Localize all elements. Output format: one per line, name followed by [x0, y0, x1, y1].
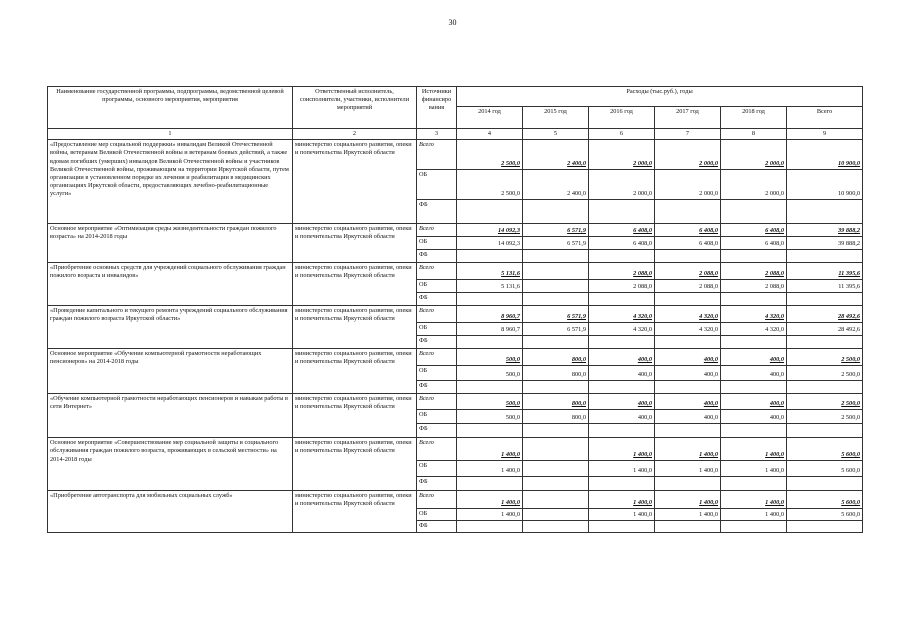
- federal-budget-amount: [589, 477, 655, 491]
- total-amount: 500,0: [457, 394, 523, 410]
- regional-budget-amount: 4 320,0: [589, 323, 655, 336]
- federal-budget-amount: [787, 521, 863, 533]
- federal-budget-amount: [721, 200, 787, 224]
- federal-budget-amount: [787, 336, 863, 349]
- regional-budget-amount: 6 408,0: [721, 237, 787, 250]
- federal-budget-amount: [523, 381, 589, 394]
- total-amount: 2 088,0: [655, 263, 721, 280]
- header-executor: Ответственный исполнитель, соисполнители, участники, исполнители мероприятий: [293, 87, 417, 129]
- regional-budget-amount: 2 500,0: [787, 366, 863, 381]
- total-amount: 2 000,0: [721, 140, 787, 170]
- column-number: 9: [787, 129, 863, 140]
- federal-budget-amount: [787, 250, 863, 263]
- table-row: [48, 349, 863, 366]
- total-amount: 5 600,0: [787, 438, 863, 461]
- total-amount: 5 131,6: [457, 263, 523, 280]
- table-row: [48, 491, 863, 509]
- federal-budget-amount: [457, 336, 523, 349]
- column-number: 7: [655, 129, 721, 140]
- total-amount: [523, 438, 589, 461]
- table-body: [48, 140, 863, 533]
- executor: министерство социального развития, опеки и попечительства Иркутской области: [293, 263, 417, 306]
- total-amount: 400,0: [589, 394, 655, 410]
- header-year: 2017 год: [655, 107, 721, 129]
- funding-source: Всего: [417, 349, 457, 366]
- federal-budget-amount: [589, 381, 655, 394]
- total-amount: 800,0: [523, 349, 589, 366]
- regional-budget-amount: 800,0: [523, 410, 589, 424]
- executor: министерство социального развития, опеки и попечительства Иркутской области: [293, 140, 417, 224]
- regional-budget-amount: 2 088,0: [655, 280, 721, 293]
- federal-budget-amount: [589, 293, 655, 306]
- funding-source: ФБ: [417, 200, 457, 224]
- activity-name: «Предоставление мер социальной поддержки» инвалидам Великой Отечественной войны, ветеранам Великой Отечественной войны и ветеранам боевых действий, а также вдовам погибших (умерших) инвалидов Великой Отечественной войны и участников Великой Отечественной войны, проживающим на территории Иркутской области, путем организации в установленном порядке их лечения и реабилитации в медицинских организациях Иркутской области, предоставляющих лечебно-реабилитационные услуги»: [48, 140, 293, 224]
- total-amount: 4 320,0: [655, 306, 721, 323]
- funding-source: ОБ: [417, 461, 457, 477]
- total-amount: 500,0: [457, 349, 523, 366]
- total-amount: [523, 263, 589, 280]
- header-year: 2014 год: [457, 107, 523, 129]
- executor: министерство социального развития, опеки и попечительства Иркутской области: [293, 306, 417, 349]
- page-number: 30: [448, 18, 457, 27]
- regional-budget-amount: 1 400,0: [655, 461, 721, 477]
- regional-budget-amount: 1 400,0: [589, 509, 655, 521]
- funding-source: Всего: [417, 140, 457, 170]
- total-amount: 1 400,0: [457, 438, 523, 461]
- total-amount: 6 408,0: [655, 224, 721, 237]
- regional-budget-amount: 500,0: [457, 366, 523, 381]
- funding-source: Всего: [417, 306, 457, 323]
- total-amount: 2 088,0: [589, 263, 655, 280]
- funding-source: ФБ: [417, 381, 457, 394]
- header-expenses: Расходы (тыс.руб.), годы: [457, 87, 863, 107]
- federal-budget-amount: [523, 424, 589, 438]
- regional-budget-amount: 400,0: [655, 410, 721, 424]
- executor: министерство социального развития, опеки и попечительства Иркутской области: [293, 394, 417, 438]
- regional-budget-amount: 500,0: [457, 410, 523, 424]
- federal-budget-amount: [457, 424, 523, 438]
- total-amount: 1 400,0: [589, 491, 655, 509]
- regional-budget-amount: [523, 461, 589, 477]
- total-amount: 6 408,0: [589, 224, 655, 237]
- federal-budget-amount: [655, 477, 721, 491]
- federal-budget-amount: [787, 200, 863, 224]
- regional-budget-amount: 1 400,0: [721, 509, 787, 521]
- total-amount: 1 400,0: [655, 491, 721, 509]
- header-year: 2018 год: [721, 107, 787, 129]
- regional-budget-amount: [523, 280, 589, 293]
- regional-budget-amount: 2 000,0: [589, 170, 655, 200]
- funding-source: ФБ: [417, 336, 457, 349]
- total-amount: 2 088,0: [721, 263, 787, 280]
- funding-source: Всего: [417, 263, 457, 280]
- federal-budget-amount: [721, 424, 787, 438]
- total-amount: 1 400,0: [721, 491, 787, 509]
- budget-table: [47, 86, 863, 533]
- total-amount: 2 000,0: [589, 140, 655, 170]
- regional-budget-amount: 10 900,0: [787, 170, 863, 200]
- federal-budget-amount: [655, 424, 721, 438]
- activity-name: Основное мероприятие «Оптимизация среды жизнедеятельности граждан пожилого возраста» на 2014-2018 годы: [48, 224, 293, 263]
- activity-name: «Приобретение основных средств для учреждений социального обслуживания граждан пожилого возраста и инвалидов»: [48, 263, 293, 306]
- federal-budget-amount: [655, 293, 721, 306]
- total-amount: 11 395,6: [787, 263, 863, 280]
- federal-budget-amount: [787, 477, 863, 491]
- federal-budget-amount: [589, 250, 655, 263]
- federal-budget-amount: [523, 200, 589, 224]
- total-amount: 14 092,3: [457, 224, 523, 237]
- total-amount: 6 408,0: [721, 224, 787, 237]
- total-amount: 400,0: [655, 349, 721, 366]
- activity-name: Основное мероприятие «Обучение компьютерной грамотности неработающих пенсионеров» на 2014-2018 годы: [48, 349, 293, 394]
- federal-budget-amount: [655, 381, 721, 394]
- activity-name: «Приобретение автотранспорта для мобильных социальных служб»: [48, 491, 293, 533]
- regional-budget-amount: 6 408,0: [655, 237, 721, 250]
- federal-budget-amount: [457, 200, 523, 224]
- regional-budget-amount: 11 395,6: [787, 280, 863, 293]
- regional-budget-amount: [523, 509, 589, 521]
- header-year: 2016 год: [589, 107, 655, 129]
- total-amount: 400,0: [655, 394, 721, 410]
- federal-budget-amount: [457, 293, 523, 306]
- funding-source: ФБ: [417, 521, 457, 533]
- funding-source: ФБ: [417, 477, 457, 491]
- federal-budget-amount: [655, 200, 721, 224]
- funding-source: ОБ: [417, 509, 457, 521]
- activity-name: Основное мероприятие «Совершенствование мер социальной защиты и социального обслуживания граждан пожилого возраста, проживающих в сельской местности» на 2014-2018 годы: [48, 438, 293, 491]
- activity-name: «Обучение компьютерной грамотности неработающих пенсионеров и навыкам работы в сети Интернет»: [48, 394, 293, 438]
- funding-source: ОБ: [417, 366, 457, 381]
- federal-budget-amount: [589, 424, 655, 438]
- regional-budget-amount: 400,0: [589, 410, 655, 424]
- regional-budget-amount: 400,0: [721, 366, 787, 381]
- table-row: [48, 438, 863, 461]
- total-amount: 800,0: [523, 394, 589, 410]
- funding-source: ОБ: [417, 323, 457, 336]
- regional-budget-amount: 28 492,6: [787, 323, 863, 336]
- regional-budget-amount: 39 888,2: [787, 237, 863, 250]
- regional-budget-amount: 400,0: [589, 366, 655, 381]
- total-amount: 1 400,0: [589, 438, 655, 461]
- header-name: Наименование государственной программы, подпрограммы, ведомственной целевой программы, основного мероприятия, мероприятия: [48, 87, 293, 129]
- regional-budget-amount: 2 000,0: [655, 170, 721, 200]
- federal-budget-amount: [589, 200, 655, 224]
- federal-budget-amount: [457, 381, 523, 394]
- total-amount: 2 400,0: [523, 140, 589, 170]
- federal-budget-amount: [589, 521, 655, 533]
- column-number: 5: [523, 129, 589, 140]
- table-row: [48, 140, 863, 170]
- regional-budget-amount: 5 600,0: [787, 461, 863, 477]
- funding-source: ФБ: [417, 293, 457, 306]
- funding-source: ОБ: [417, 280, 457, 293]
- total-amount: [523, 491, 589, 509]
- funding-source: Всего: [417, 224, 457, 237]
- regional-budget-amount: 6 571,9: [523, 237, 589, 250]
- federal-budget-amount: [721, 293, 787, 306]
- funding-source: Всего: [417, 491, 457, 509]
- total-amount: 28 492,6: [787, 306, 863, 323]
- federal-budget-amount: [721, 381, 787, 394]
- federal-budget-amount: [523, 293, 589, 306]
- executor: министерство социального развития, опеки и попечительства Иркутской области: [293, 491, 417, 533]
- total-amount: 10 900,0: [787, 140, 863, 170]
- executor: министерство социального развития, опеки и попечительства Иркутской области: [293, 349, 417, 394]
- total-amount: 2 500,0: [787, 394, 863, 410]
- total-amount: 6 571,9: [523, 224, 589, 237]
- total-amount: 1 400,0: [655, 438, 721, 461]
- total-amount: 5 600,0: [787, 491, 863, 509]
- regional-budget-amount: 5 600,0: [787, 509, 863, 521]
- total-amount: 4 320,0: [721, 306, 787, 323]
- funding-source: Всего: [417, 438, 457, 461]
- regional-budget-amount: 2 000,0: [721, 170, 787, 200]
- federal-budget-amount: [523, 521, 589, 533]
- federal-budget-amount: [655, 521, 721, 533]
- federal-budget-amount: [787, 293, 863, 306]
- total-amount: 39 888,2: [787, 224, 863, 237]
- funding-source: ФБ: [417, 250, 457, 263]
- funding-source: Всего: [417, 394, 457, 410]
- regional-budget-amount: 1 400,0: [457, 461, 523, 477]
- federal-budget-amount: [721, 336, 787, 349]
- column-number: 4: [457, 129, 523, 140]
- regional-budget-amount: 2 088,0: [721, 280, 787, 293]
- federal-budget-amount: [523, 250, 589, 263]
- total-amount: 400,0: [589, 349, 655, 366]
- header-source: Источники финансиро вания: [417, 87, 457, 129]
- federal-budget-amount: [457, 477, 523, 491]
- regional-budget-amount: 6 408,0: [589, 237, 655, 250]
- header-total: Всего: [787, 107, 863, 129]
- federal-budget-amount: [523, 336, 589, 349]
- regional-budget-amount: 1 400,0: [589, 461, 655, 477]
- federal-budget-amount: [655, 250, 721, 263]
- regional-budget-amount: 2 500,0: [457, 170, 523, 200]
- federal-budget-amount: [787, 424, 863, 438]
- header-year: 2015 год: [523, 107, 589, 129]
- regional-budget-amount: 800,0: [523, 366, 589, 381]
- regional-budget-amount: 6 571,9: [523, 323, 589, 336]
- federal-budget-amount: [721, 477, 787, 491]
- federal-budget-amount: [721, 250, 787, 263]
- regional-budget-amount: 400,0: [655, 366, 721, 381]
- table-row: [48, 224, 863, 237]
- federal-budget-amount: [655, 336, 721, 349]
- total-amount: 4 320,0: [589, 306, 655, 323]
- regional-budget-amount: 8 960,7: [457, 323, 523, 336]
- total-amount: 1 400,0: [457, 491, 523, 509]
- executor: министерство социального развития, опеки и попечительства Иркутской области: [293, 438, 417, 491]
- funding-source: ОБ: [417, 237, 457, 250]
- federal-budget-amount: [523, 477, 589, 491]
- column-number: 1: [48, 129, 293, 140]
- activity-name: «Проведение капитального и текущего ремонта учреждений социального обслуживания граждан пожилого возраста Иркутской области»: [48, 306, 293, 349]
- total-amount: 2 000,0: [655, 140, 721, 170]
- regional-budget-amount: 4 320,0: [721, 323, 787, 336]
- funding-source: ФБ: [417, 424, 457, 438]
- funding-source: ОБ: [417, 170, 457, 200]
- federal-budget-amount: [721, 521, 787, 533]
- regional-budget-amount: 1 400,0: [457, 509, 523, 521]
- federal-budget-amount: [787, 381, 863, 394]
- regional-budget-amount: 2 088,0: [589, 280, 655, 293]
- regional-budget-amount: 2 400,0: [523, 170, 589, 200]
- column-number: 2: [293, 129, 417, 140]
- total-amount: 6 571,9: [523, 306, 589, 323]
- federal-budget-amount: [457, 521, 523, 533]
- column-number: 6: [589, 129, 655, 140]
- regional-budget-amount: 400,0: [721, 410, 787, 424]
- total-amount: 2 500,0: [457, 140, 523, 170]
- total-amount: 400,0: [721, 394, 787, 410]
- total-amount: 2 500,0: [787, 349, 863, 366]
- regional-budget-amount: 5 131,6: [457, 280, 523, 293]
- regional-budget-amount: 2 500,0: [787, 410, 863, 424]
- total-amount: 1 400,0: [721, 438, 787, 461]
- table-row: [48, 306, 863, 323]
- regional-budget-amount: 1 400,0: [721, 461, 787, 477]
- federal-budget-amount: [457, 250, 523, 263]
- funding-source: ОБ: [417, 410, 457, 424]
- total-amount: 8 960,7: [457, 306, 523, 323]
- federal-budget-amount: [589, 336, 655, 349]
- executor: министерство социального развития, опеки и попечительства Иркутской области: [293, 224, 417, 263]
- table-row: [48, 394, 863, 410]
- column-number: 8: [721, 129, 787, 140]
- total-amount: 400,0: [721, 349, 787, 366]
- regional-budget-amount: 14 092,3: [457, 237, 523, 250]
- regional-budget-amount: 4 320,0: [655, 323, 721, 336]
- regional-budget-amount: 1 400,0: [655, 509, 721, 521]
- table-row: [48, 263, 863, 280]
- column-number: 3: [417, 129, 457, 140]
